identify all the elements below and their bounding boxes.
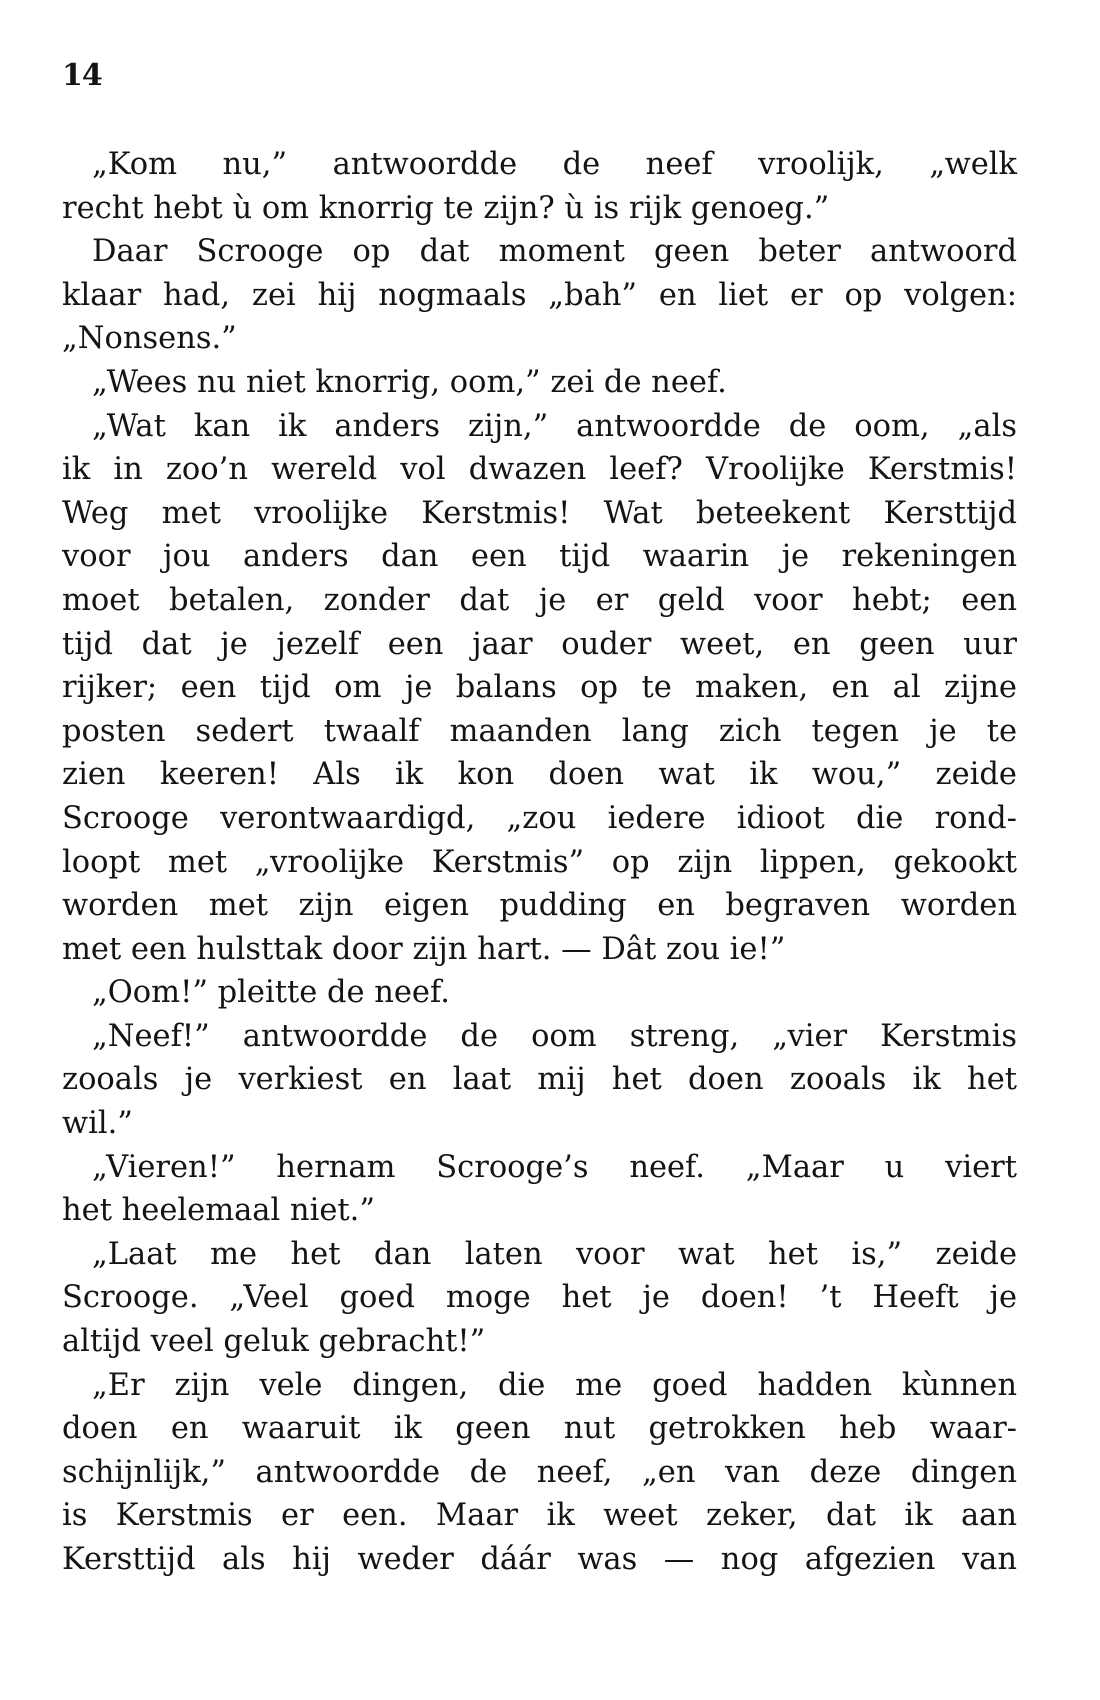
text-line: klaar had, zei hij nogmaals „bah” en liet er op volgen: [62, 277, 1017, 313]
text-line: „Laat me het dan laten voor wat het is,” zeide [92, 1236, 1017, 1272]
text-line: het heelemaal niet.” [62, 1193, 375, 1229]
text-line: tijd dat je jezelf een jaar ouder weet, en geen uur [62, 626, 1017, 662]
text-line: „Neef!” antwoordde de oom streng, „vier Kerstmis [92, 1018, 1017, 1054]
text-line: „Kom nu,” antwoordde de neef vroolijk, „welk [92, 147, 1017, 182]
text-line: Daar Scrooge op dat moment geen beter antwoord [92, 234, 1017, 270]
text-line: met een hulsttak door zijn hart. — Dât zou ie!” [62, 931, 786, 967]
text-line: altijd veel geluk gebracht!” [62, 1324, 486, 1360]
text-line: worden met zijn eigen pudding en begraven worden [62, 888, 1017, 924]
text-line: schijnlijk,” antwoordde de neef, „en van deze dingen [62, 1454, 1017, 1490]
text-line: Scrooge. „Veel goed moge het je doen! ’t Heeft je [62, 1280, 1017, 1316]
text-line: „Vieren!” hernam Scrooge’s neef. „Maar u viert [92, 1149, 1017, 1185]
text-line: Kersttijd als hij weder dáár was — nog afgezien van [62, 1542, 1017, 1577]
text-line: rijker; een tijd om je balans op te maken, en al zijne [62, 670, 1017, 706]
text-line: voor jou anders dan een tijd waarin je rekeningen [62, 539, 1017, 575]
text-line: ik in zoo’n wereld vol dwazen leef? Vroolijke Kerstmis! [62, 452, 1017, 488]
text-line: „Er zijn vele dingen, die me goed hadden kùnnen [92, 1367, 1017, 1403]
page-number: 14 [62, 58, 102, 93]
body-text [62, 143, 1017, 1582]
text-line: moet betalen, zonder dat je er geld voor hebt; een [62, 582, 1017, 618]
text-line: wil.” [62, 1106, 133, 1142]
text-line: recht hebt ù om knorrig te zijn? ù is rijk genoeg.” [62, 190, 830, 226]
text-line: is Kerstmis er een. Maar ik weet zeker, dat ik aan [62, 1498, 1017, 1534]
text-line: „Wees nu niet knorrig, oom,” zei de neef. [92, 364, 727, 400]
text-line: „Wat kan ik anders zijn,” antwoordde de oom, „als [92, 408, 1017, 444]
text-line: zooals je verkiest en laat mij het doen zooals ik het [62, 1062, 1017, 1098]
text-line: Weg met vroolijke Kerstmis! Wat beteekent Kersttijd [62, 495, 1017, 531]
text-line: Scrooge verontwaardigd, „zou iedere idioot die rond- [62, 800, 1017, 836]
text-line: posten sedert twaalf maanden lang zich tegen je te [62, 713, 1017, 749]
text-line: „Nonsens.” [62, 321, 237, 357]
text-line: zien keeren! Als ik kon doen wat ik wou,” zeide [62, 757, 1017, 793]
text-line: loopt met „vroolijke Kerstmis” op zijn lippen, gekookt [62, 844, 1017, 880]
text-line: „Oom!” pleitte de neef. [92, 975, 450, 1011]
text-line: doen en waaruit ik geen nut getrokken heb waar- [62, 1411, 1017, 1447]
